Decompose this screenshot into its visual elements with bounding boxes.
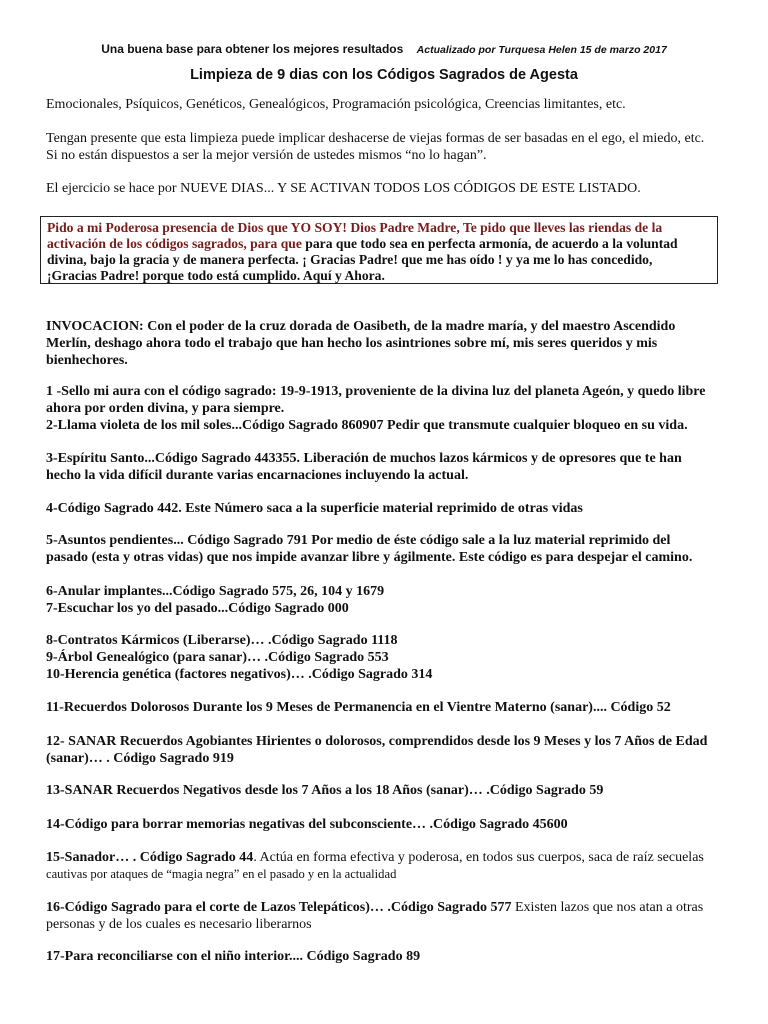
document-title: Limpieza de 9 dias con los Códigos Sagrados de Agesta (190, 67, 578, 83)
header-tagline: Una buena base para obtener los mejores resultados (101, 42, 404, 56)
invocation-line-3: bienhechores. (46, 353, 128, 368)
code-14: 14-Código para borrar memorias negativas del subconsciente… .Código Sagrado 45600 (46, 817, 568, 832)
code-6: 6-Anular implantes...Código Sagrado 575, 26, 104 y 1679 (46, 584, 385, 599)
code-12-line-2: (sanar)… . Código Sagrado 919 (46, 751, 234, 766)
code-5-line-2: pasado (esta y otras vidas) que nos impide avanzar libre y ágilmente. Este código es para despejar el camino. (46, 550, 693, 565)
prayer-box (40, 216, 718, 284)
code-10: 10-Herencia genética (factores negativos)… .Código Sagrado 314 (46, 667, 433, 682)
prayer-line-2-red: activación de los códigos sagrados, para que (47, 236, 306, 251)
code-17: 17-Para reconciliarse con el niño interior.... Código Sagrado 89 (46, 949, 421, 964)
code-12-line-1: 12- SANAR Recuerdos Agobiantes Hirientes o dolorosos, comprendidos desde los 9 Meses y los 7 Años de Edad (46, 734, 708, 749)
code-16-line-1 (46, 899, 726, 916)
prayer-line-1: Pido a mi Poderosa presencia de Dios que YO SOY! Dios Padre Madre, Te pido que lleves las riendas de la (47, 220, 663, 235)
code-16-description: Existen lazos que nos atan a otras (511, 900, 704, 915)
page-header (0, 42, 768, 56)
code-3-line-1: 3-Espíritu Santo...Código Sagrado 443355. Liberación de muchos lazos kármicos y de opresores que te han (46, 451, 682, 466)
code-7: 7-Escuchar los yo del pasado...Código Sagrado 000 (46, 601, 349, 616)
prayer-line-4: ¡Gracias Padre! porque todo está cumplido. Aquí y Ahora. (47, 268, 385, 283)
intro-topics: Emocionales, Psíquicos, Genéticos, Genealógicos, Programación psicológica, Creencias limitantes, etc. (46, 97, 626, 112)
header-updated-note: Actualizado por Turquesa Helen 15 de marzo 2017 (416, 44, 667, 56)
code-1-line-2: ahora por orden divina, y para siempre. (46, 401, 285, 416)
prayer-line-2 (47, 236, 717, 252)
code-5-line-1: 5-Asuntos pendientes... Código Sagrado 791 Por medio de éste código sale a la luz material reprimido del (46, 533, 671, 548)
code-15-title: 15-Sanador… . Código Sagrado 44 (46, 850, 254, 865)
intro-warning-1: Tengan presente que esta limpieza puede implicar deshacerse de viejas formas de ser basadas en el ego, el miedo, etc. (46, 131, 705, 146)
prayer-line-3: divina, bajo la gracia y de manera perfecta. ¡ Gracias Padre! que me has oído ! y ya me lo has concedido, (47, 252, 653, 267)
code-1-line-1: 1 -Sello mi aura con el código sagrado: 19-9-1913, proveniente de la divina luz del planeta Ageón, y quedo libre (46, 384, 706, 399)
intro-warning-2: Si no están dispuestos a ser la mejor versión de ustedes mismos “no lo hagan”. (46, 148, 487, 163)
code-9: 9-Árbol Genealógico (para sanar)… .Código Sagrado 553 (46, 650, 389, 665)
invocation-line-1: INVOCACION: Con el poder de la cruz dorada de Oasibeth, de la madre maría, y del maestro Ascendido (46, 319, 676, 334)
invocation-line-2: Merlín, deshago ahora todo el trabajo que han hecho los asintriones sobre mí, mis seres queridos y mis (46, 336, 658, 351)
prayer-line-2-rest: para que todo sea en perfecta armonía, de acuerdo a la voluntad (305, 236, 678, 251)
code-11: 11-Recuerdos Dolorosos Durante los 9 Meses de Permanencia en el Vientre Materno (sanar).... Código 52 (46, 700, 671, 715)
code-15-line-1 (46, 849, 726, 866)
code-13: 13-SANAR Recuerdos Negativos desde los 7 Años a los 18 Años (sanar)… .Código Sagrado 59 (46, 783, 604, 798)
intro-exercise: El ejercicio se hace por NUEVE DIAS... Y SE ACTIVAN TODOS LOS CÓDIGOS DE ESTE LISTADO. (46, 181, 641, 196)
code-15-line-2: cautivas por ataques de “magia negra” en el pasado y en la actualidad (46, 867, 397, 881)
code-16-line-2: personas y de los cuales es necesario liberarnos (46, 917, 312, 932)
code-8: 8-Contratos Kármicos (Liberarse)… .Código Sagrado 1118 (46, 633, 398, 648)
code-2: 2-Llama violeta de los mil soles...Código Sagrado 860907 Pedir que transmute cualquier bloqueo en su vida. (46, 418, 688, 433)
code-16-title: 16-Código Sagrado para el corte de Lazos Telepáticos)… .Código Sagrado 577 (46, 900, 512, 915)
code-15-description: . Actúa en forma efectiva y poderosa, en todos sus cuerpos, saca de raíz secuelas (253, 850, 704, 865)
code-3-line-2: hecho la vida difícil durante varias encarnaciones incluyendo la actual. (46, 468, 469, 483)
code-4: 4-Código Sagrado 442. Este Número saca a la superficie material reprimido de otras vidas (46, 501, 583, 516)
